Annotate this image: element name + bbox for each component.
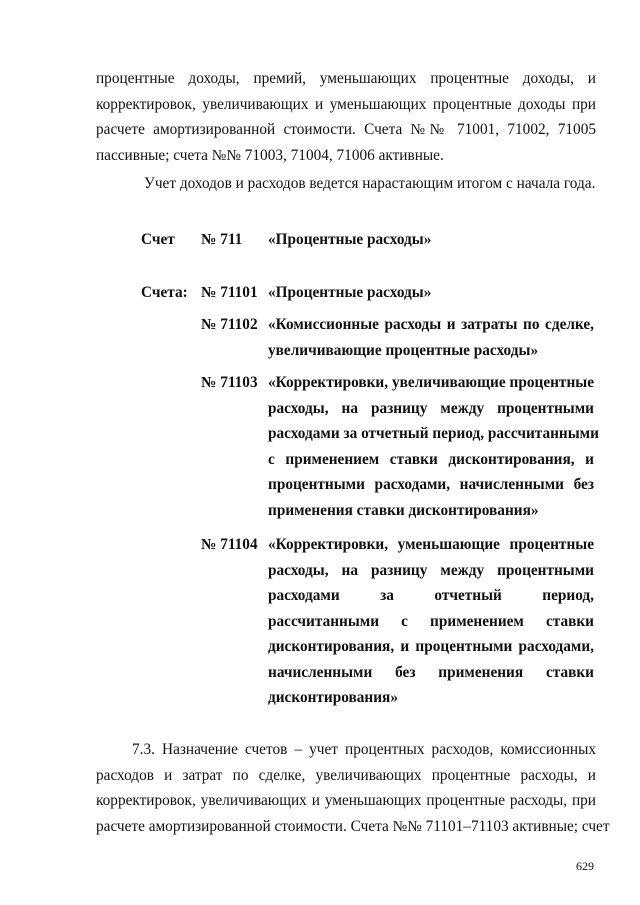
subaccount-title-line: «Корректировки, уменьшающие процентные — [268, 536, 594, 553]
account-title-text: «Процентные расходы» — [268, 231, 432, 248]
subaccounts-label: Счета: — [141, 284, 188, 301]
section-7-3 — [96, 737, 610, 839]
account-row — [0, 227, 640, 253]
subaccount-title — [268, 370, 599, 523]
account-number: № 711 — [201, 231, 243, 248]
accounting-note-text: Учет доходов и расходов ведется нарастающим итогом с начала года. — [144, 175, 596, 192]
subaccount-title — [268, 532, 594, 711]
subaccount-number: № 71101 — [201, 284, 258, 301]
section-line: расходов и затрат по сделке, увеличивающих процентные расходы, и — [96, 766, 596, 784]
subaccount-title-line: «Комиссионные расходы и затраты по сделке, — [268, 316, 594, 333]
subaccount-row — [0, 280, 640, 306]
accounting-note — [144, 171, 596, 197]
account-label: Счет — [141, 231, 175, 248]
subaccount-title-line: процентными расходами, начисленными без — [268, 476, 594, 493]
subaccount-title-line: рассчитанными с применением ставки — [268, 612, 594, 630]
subaccount-title-line: дисконтирования, и процентными расходами, — [268, 638, 594, 655]
section-line: корректировок, увеличивающих и уменьшающих процентные расходы, при — [96, 792, 596, 809]
page-number: 629 — [576, 859, 594, 873]
subaccount-title-line: «Процентные расходы» — [268, 284, 432, 301]
subaccount-title-line: начисленными без применения ставки — [268, 663, 594, 681]
subaccount-row — [0, 312, 640, 364]
top-paragraph-line: корректировок, увеличивающих и уменьшающих процентные доходы при — [96, 95, 596, 113]
subaccount-title-line: расходы, на разницу между процентными — [268, 561, 594, 579]
subaccount-title-line: расходы, на разницу между процентными — [268, 399, 594, 417]
subaccount-row — [0, 370, 640, 524]
subaccount-title-line: увеличивающие процентные расходы» — [268, 341, 539, 359]
subaccount-title-line: расходами за отчетный период, рассчитанными — [268, 425, 599, 442]
account-title — [268, 227, 594, 253]
top-paragraph — [96, 66, 596, 168]
top-paragraph-line: расчете амортизированной стоимости. Счета №№ 71001, 71002, 71005 — [96, 121, 596, 138]
subaccount-number: № 71104 — [201, 536, 258, 553]
subaccount-title — [268, 280, 594, 306]
subaccount-row — [0, 532, 640, 712]
top-paragraph-line: пассивные; счета №№ 71003, 71004, 71006 активные. — [96, 146, 444, 164]
subaccount-title-line: с применением ставки дисконтирования, и — [268, 450, 594, 468]
section-line: расчете амортизированной стоимости. Счета №№ 71101–71103 активные; счет — [96, 817, 610, 835]
subaccount-number: № 71103 — [201, 374, 258, 391]
subaccount-title — [268, 312, 594, 363]
subaccount-number: № 71102 — [201, 316, 258, 333]
subaccount-title-line: «Корректировки, увеличивающие процентные — [268, 374, 594, 391]
top-paragraph-line: процентные доходы, премий, уменьшающих процентные доходы, и — [96, 70, 596, 87]
subaccount-title-line: дисконтирования» — [268, 689, 398, 706]
subaccount-title-line: применения ставки дисконтирования» — [268, 501, 539, 519]
section-line: 7.3. Назначение счетов – учет процентных расходов, комиссионных — [132, 741, 596, 758]
subaccount-title-line: расходами за отчетный период, — [268, 587, 594, 604]
